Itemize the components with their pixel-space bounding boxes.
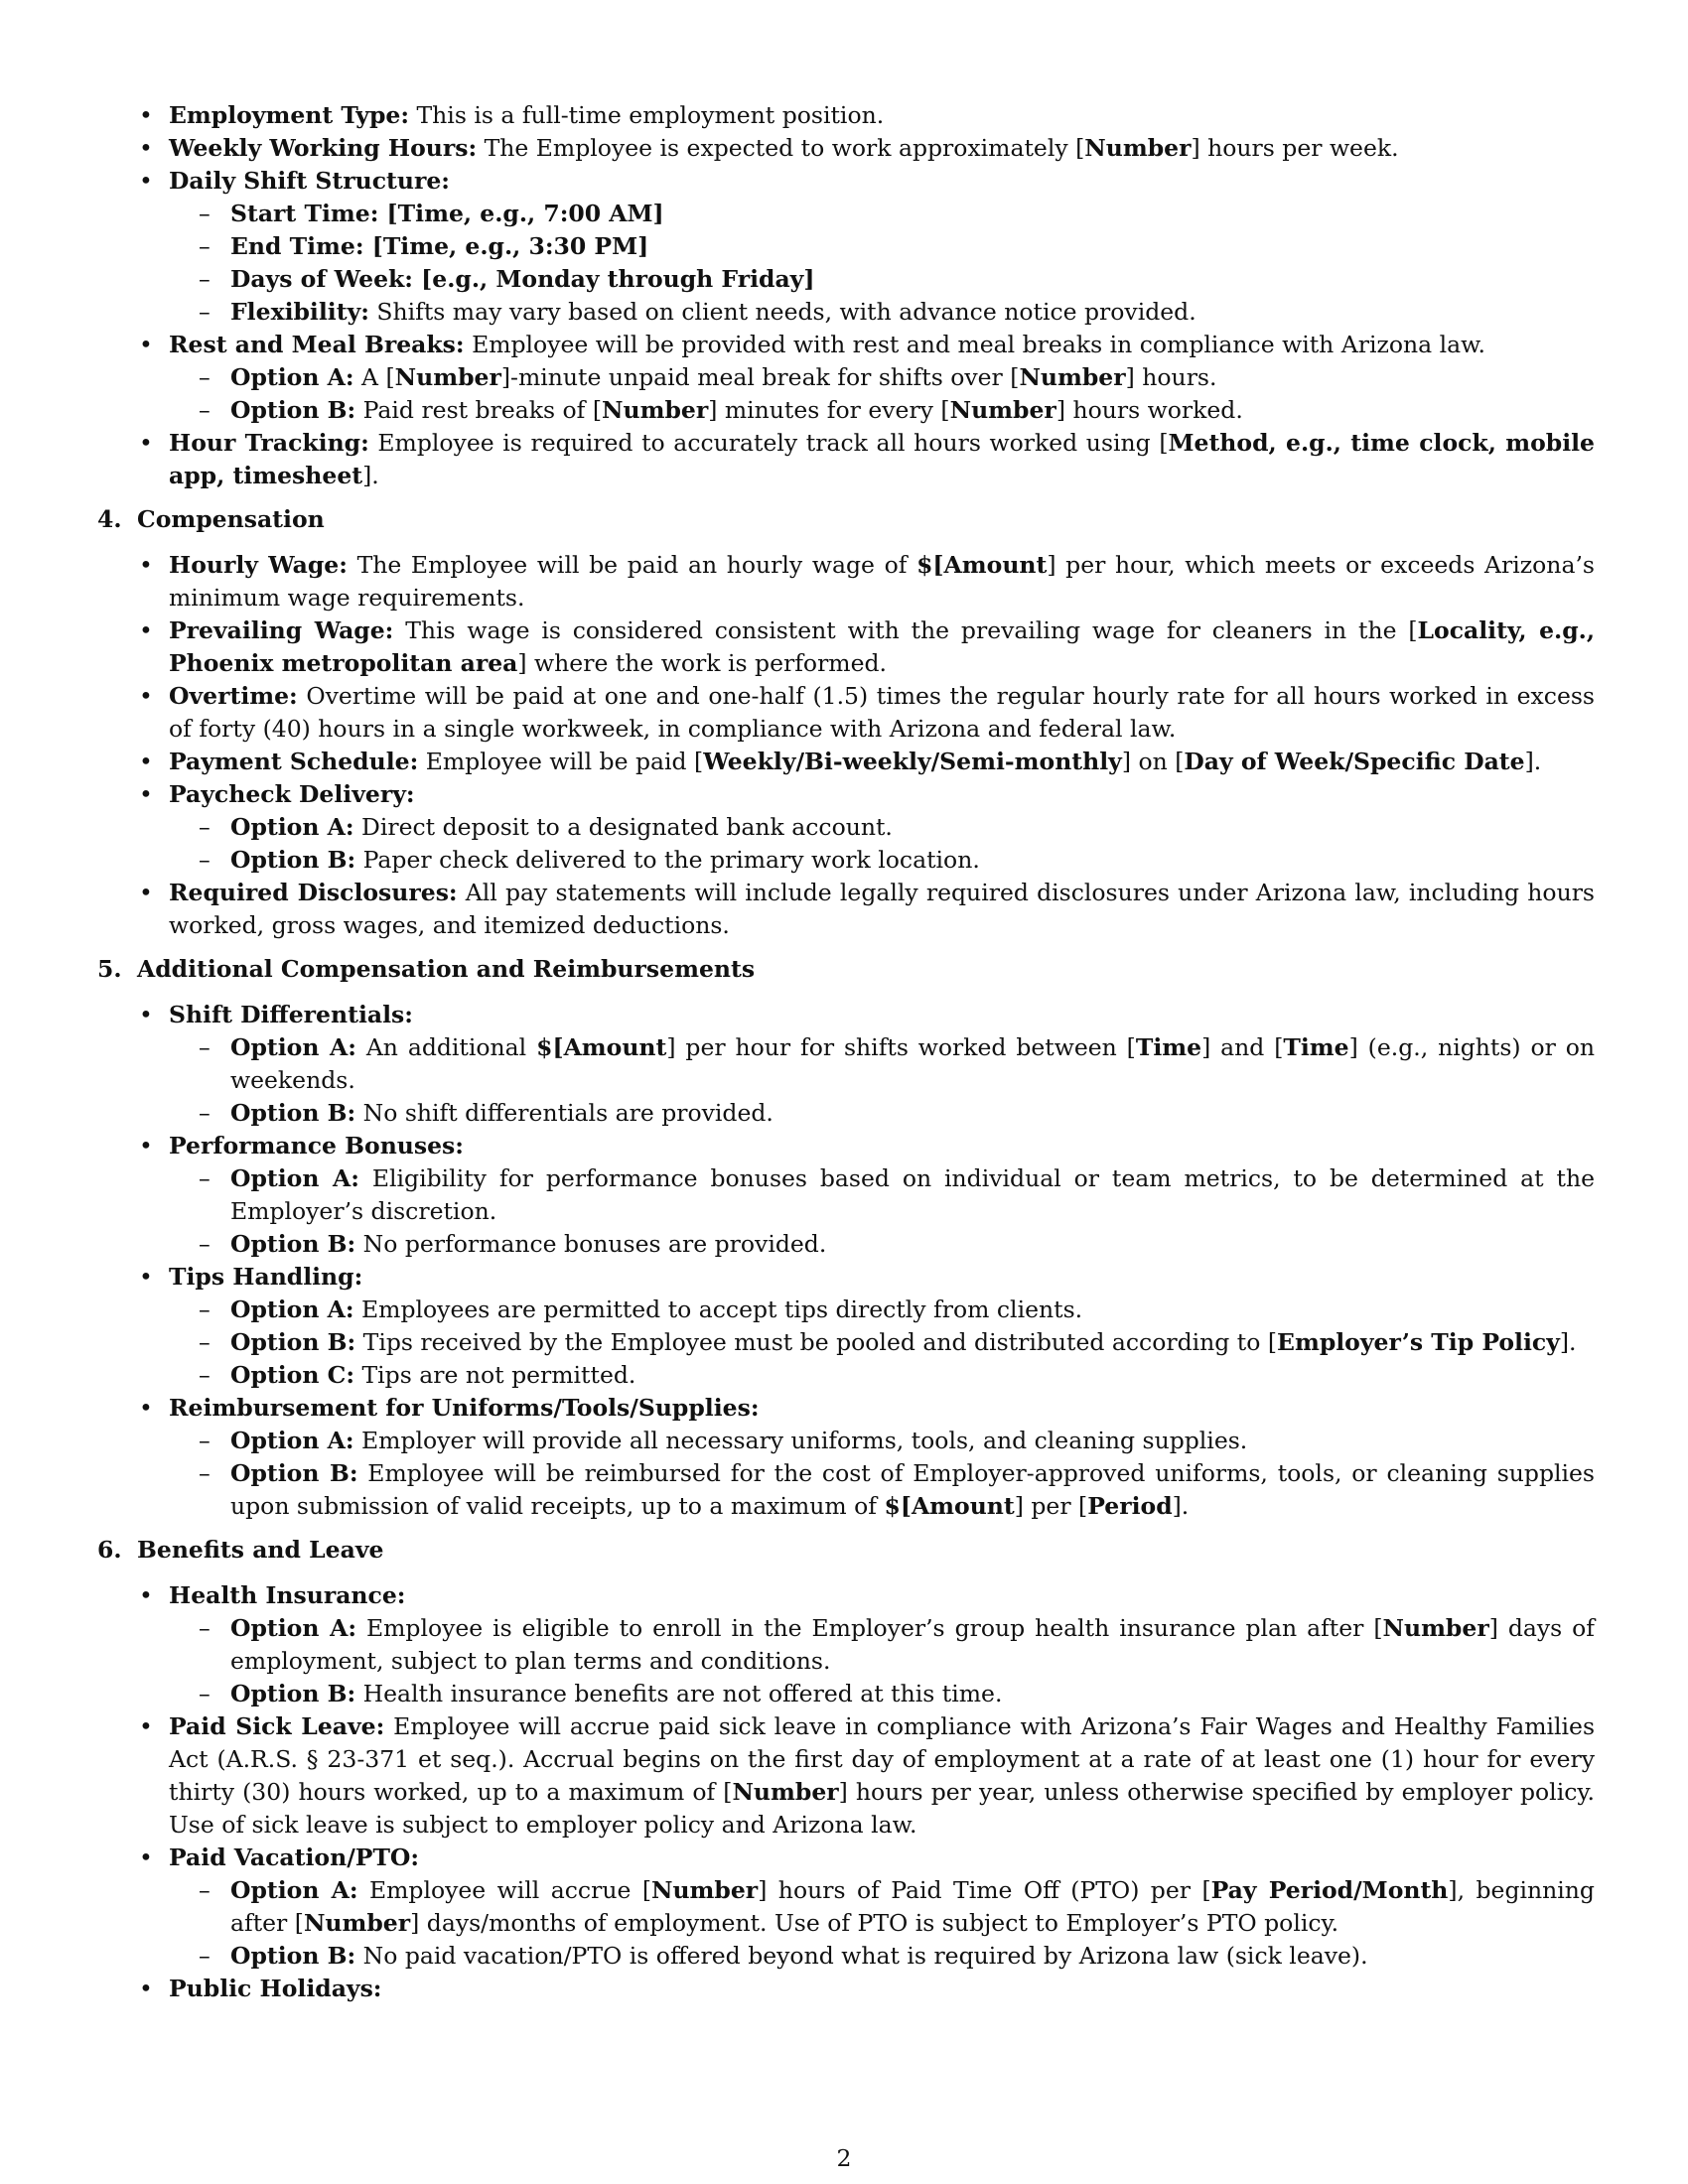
bonuses-option-b: – Option B: No performance bonuses are provided. bbox=[230, 1228, 1595, 1261]
vacation-option-b: – Option B: No paid vacation/PTO is offered beyond what is required by Arizona law (sick leave). bbox=[230, 1940, 1595, 1973]
paycheck-delivery-item: • Paycheck Delivery: – Option A: Direct deposit to a designated bank account. – Option B: Paper check delivered to the primary work location. bbox=[169, 778, 1595, 877]
employment-type-item: • Employment Type: This is a full-time employment position. bbox=[169, 99, 1595, 132]
page-number: 2 bbox=[836, 2144, 852, 2172]
performance-bonuses-sublist bbox=[169, 1162, 1595, 1261]
breaks-item: • Rest and Meal Breaks: Employee will be provided with rest and meal breaks in compliance with Arizona law. – Option A: A [Number]-minute unpaid meal break for shifts over [Number] hours. – Option B: Paid rest breaks of [Number] minutes for every [Number] hours worked. bbox=[169, 329, 1595, 427]
tips-handling-item: • Tips Handling: – Option A: Employees are permitted to accept tips directly from clients. – Option B: Tips received by the Employee must be pooled and distributed according to [Employer’s Tip Policy]. – Option C: Tips are not permitted. bbox=[169, 1261, 1595, 1392]
daily-shift-item: • Daily Shift Structure: – Start Time: [Time, e.g., 7:00 AM] – End Time: [Time, e.g., 3:30 PM] – Days of Week: [e.g., Monday through Friday] – Flexibility: Shifts may vary based on client needs, with advance notice provided. bbox=[169, 165, 1595, 329]
section-4-list bbox=[97, 549, 1595, 942]
shift-diff-option-b: – Option B: No shift differentials are provided. bbox=[230, 1097, 1595, 1130]
days-of-week-item: – Days of Week: [e.g., Monday through Friday] bbox=[230, 263, 1595, 296]
breaks-sublist bbox=[169, 361, 1595, 427]
start-time-item: – Start Time: [Time, e.g., 7:00 AM] bbox=[230, 198, 1595, 230]
overtime-item: • Overtime: Overtime will be paid at one and one-half (1.5) times the regular hourly rate for all hours worked in excess of forty (40) hours in a single workweek, in compliance with Arizona and federal law. bbox=[169, 680, 1595, 746]
shift-differentials-item: • Shift Differentials: – Option A: An additional $[Amount] per hour for shifts worked between [Time] and [Time] (e.g., nights) or on weekends. – Option B: No shift differentials are provided. bbox=[169, 999, 1595, 1130]
delivery-option-a: – Option A: Direct deposit to a designated bank account. bbox=[230, 811, 1595, 844]
public-holidays-item: • Public Holidays: bbox=[169, 1973, 1595, 2005]
performance-bonuses-item: • Performance Bonuses: – Option A: Eligibility for performance bonuses based on individual or team metrics, to be determined at the Employer’s discretion. – Option B: No performance bonuses are provided. bbox=[169, 1130, 1595, 1261]
tips-option-a: – Option A: Employees are permitted to accept tips directly from clients. bbox=[230, 1294, 1595, 1326]
section-3-list bbox=[97, 99, 1595, 492]
weekly-hours-item: • Weekly Working Hours: The Employee is expected to work approximately [Number] hours per week. bbox=[169, 132, 1595, 165]
payment-schedule-item: • Payment Schedule: Employee will be paid [Weekly/Bi-weekly/Semi-monthly] on [Day of Week/Specific Date]. bbox=[169, 746, 1595, 778]
health-option-a: – Option A: Employee is eligible to enroll in the Employer’s group health insurance plan after [Number] days of employment, subject to plan terms and conditions. bbox=[230, 1612, 1595, 1678]
hourly-wage-item: • Hourly Wage: The Employee will be paid an hourly wage of $[Amount] per hour, which meets or exceeds Arizona’s minimum wage requirements. bbox=[169, 549, 1595, 614]
reimburse-option-a: – Option A: Employer will provide all necessary uniforms, tools, and cleaning supplies. bbox=[230, 1425, 1595, 1457]
page-content bbox=[97, 99, 1595, 2005]
breaks-option-a: – Option A: A [Number]-minute unpaid meal break for shifts over [Number] hours. bbox=[230, 361, 1595, 394]
bonuses-option-a: – Option A: Eligibility for performance bonuses based on individual or team metrics, to be determined at the Employer’s discretion. bbox=[230, 1162, 1595, 1228]
required-disclosures-item: • Required Disclosures: All pay statements will include legally required disclosures under Arizona law, including hours worked, gross wages, and itemized deductions. bbox=[169, 877, 1595, 942]
section-6-list bbox=[97, 1579, 1595, 2005]
delivery-option-b: – Option B: Paper check delivered to the primary work location. bbox=[230, 844, 1595, 877]
reimbursement-sublist bbox=[169, 1425, 1595, 1523]
health-insurance-item: • Health Insurance: – Option A: Employee is eligible to enroll in the Employer’s group health insurance plan after [Number] days of employment, subject to plan terms and conditions. – Option B: Health insurance benefits are not offered at this time. bbox=[169, 1579, 1595, 1710]
reimburse-option-b: – Option B: Employee will be reimbursed for the cost of Employer-approved uniforms, tools, or cleaning supplies upon submission of valid receipts, up to a maximum of $[Amount] per [Period]. bbox=[230, 1457, 1595, 1523]
hour-tracking-item: • Hour Tracking: Employee is required to accurately track all hours worked using [Method, e.g., time clock, mobile app, timesheet]. bbox=[169, 427, 1595, 492]
section-4-heading: 4. Compensation bbox=[97, 505, 325, 533]
health-insurance-sublist bbox=[169, 1612, 1595, 1710]
paid-sick-leave-item: • Paid Sick Leave: Employee will accrue paid sick leave in compliance with Arizona’s Fair Wages and Healthy Families Act (A.R.S. § 23-371 et seq.). Accrual begins on the first day of employment at a rate of at least one (1) hour for every thirty (30) hours worked, up to a maximum of [Number] hours per year, unless otherwise specified by employer policy. Use of sick leave is subject to employer policy and Arizona law. bbox=[169, 1710, 1595, 1842]
tips-option-c: – Option C: Tips are not permitted. bbox=[230, 1359, 1595, 1392]
paycheck-delivery-sublist bbox=[169, 811, 1595, 877]
reimbursement-item: • Reimbursement for Uniforms/Tools/Supplies: – Option A: Employer will provide all necessary uniforms, tools, and cleaning supplies. – Option B: Employee will be reimbursed for the cost of Employer-approved uniforms, tools, or cleaning supplies upon submission of valid receipts, up to a maximum of $[Amount] per [Period]. bbox=[169, 1392, 1595, 1523]
tips-handling-sublist bbox=[169, 1294, 1595, 1392]
prevailing-wage-item: • Prevailing Wage: This wage is considered consistent with the prevailing wage for cleaners in the [Locality, e.g., Phoenix metropolitan area] where the work is performed. bbox=[169, 614, 1595, 680]
paid-vacation-sublist bbox=[169, 1874, 1595, 1973]
end-time-item: – End Time: [Time, e.g., 3:30 PM] bbox=[230, 230, 1595, 263]
health-option-b: – Option B: Health insurance benefits are not offered at this time. bbox=[230, 1678, 1595, 1710]
section-5-heading: 5. Additional Compensation and Reimbursements bbox=[97, 955, 756, 983]
flexibility-item: – Flexibility: Shifts may vary based on client needs, with advance notice provided. bbox=[230, 296, 1595, 329]
vacation-option-a: – Option A: Employee will accrue [Number] hours of Paid Time Off (PTO) per [Pay Period/Month], beginning after [Number] days/months of employment. Use of PTO is subject to Employer’s PTO policy. bbox=[230, 1874, 1595, 1940]
shift-differentials-sublist bbox=[169, 1031, 1595, 1130]
paid-vacation-item: • Paid Vacation/PTO: – Option A: Employee will accrue [Number] hours of Paid Time Off (PTO) per [Pay Period/Month], beginning after [Number] days/months of employment. Use of PTO is subject to Employer’s PTO policy. – Option B: No paid vacation/PTO is offered beyond what is required by Arizona law (sick leave). bbox=[169, 1842, 1595, 1973]
breaks-option-b: – Option B: Paid rest breaks of [Number] minutes for every [Number] hours worked. bbox=[230, 394, 1595, 427]
section-6-heading: 6. Benefits and Leave bbox=[97, 1536, 384, 1564]
shift-diff-option-a: – Option A: An additional $[Amount] per hour for shifts worked between [Time] and [Time] (e.g., nights) or on weekends. bbox=[230, 1031, 1595, 1097]
section-5-list bbox=[97, 999, 1595, 1523]
tips-option-b: – Option B: Tips received by the Employee must be pooled and distributed according to [Employer’s Tip Policy]. bbox=[230, 1326, 1595, 1359]
daily-shift-sublist bbox=[169, 198, 1595, 329]
